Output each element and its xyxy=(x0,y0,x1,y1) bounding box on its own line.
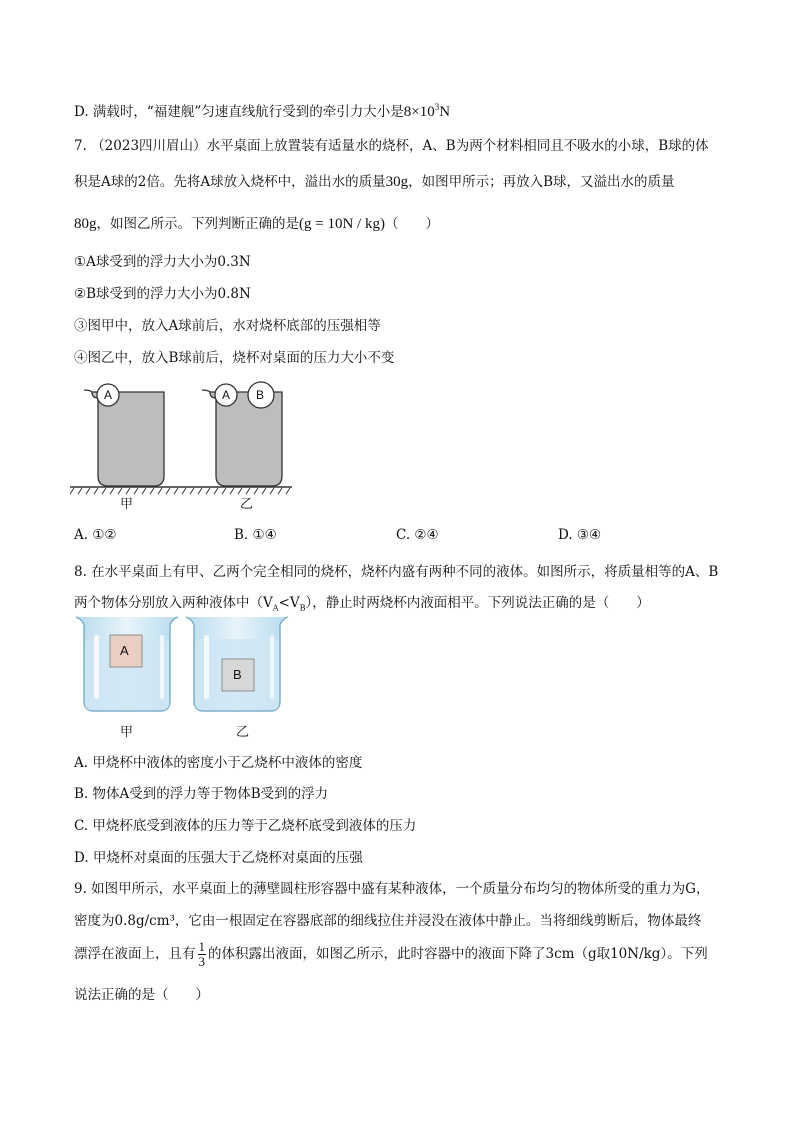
q9-line-3: 漂浮在液面上，且有 $\frac{1}{3}$ 的体积露出液面，如图乙所示，此时容器中的液面下降了3cm（g取10N/kg）。下列 xyxy=(74,939,708,969)
q8-line-2: 两个物体分别放入两种液体中$(V_A<V_B)$，静止时两烧杯内液面相平。下列说法正确的是（ ） xyxy=(74,595,650,613)
q7-statement-1: ①A球受到的浮力大小为0.3N xyxy=(74,254,251,270)
q7-caption-right: 乙 xyxy=(240,497,254,512)
q9-fraction: $\frac{1}{3}$ xyxy=(198,939,205,969)
q8-block-b-label: B xyxy=(233,667,242,682)
q8-caption-left: 甲 xyxy=(120,725,134,740)
q8-caption-right: 乙 xyxy=(236,725,250,740)
q7-option-a: A. ①② xyxy=(74,527,117,543)
q7-ball-b-label: B xyxy=(256,388,265,402)
q8-option-c: C. 甲烧杯底受到液体的压力等于乙烧杯底受到液体的压力 xyxy=(74,818,417,834)
q8-option-d: D. 甲烧杯对桌面的压强大于乙烧杯对桌面的压强 xyxy=(74,850,363,866)
q9-line-4: 说法正确的是（ ） xyxy=(74,987,209,1003)
q9-line-1: 9. 如图甲所示，水平桌面上的薄壁圆柱形容器中盛有某种液体，一个质量分布均匀的物体所受的重力为G， xyxy=(74,881,710,897)
q7-ball-a-label-left: A xyxy=(104,388,113,402)
q7-caption-left: 甲 xyxy=(120,497,134,512)
beaker-left xyxy=(84,390,164,486)
q6-option-d: D. 满载时，“福建舰”匀速直线航行受到的牵引力大小是$8\times 10^3N$ xyxy=(74,102,451,120)
q7-option-b: B. ①④ xyxy=(234,527,277,543)
q7-option-c: C. ②④ xyxy=(396,527,439,543)
q8-beaker-right xyxy=(186,617,288,711)
q7-statement-4: ④图乙中，放入B球前后，烧杯对桌面的压力大小不变 xyxy=(74,350,395,366)
q6-force-value: $8\times 10^3N$ xyxy=(403,102,451,120)
q8-option-a: A. 甲烧杯中液体的密度小于乙烧杯中液体的密度 xyxy=(74,755,363,771)
q7-line-3: 80g，如图乙所示。下列判断正确的是(g = 10N / kg)（ ） xyxy=(74,216,439,232)
q7-line-2: 积是A球的2倍。先将A球放入烧杯中，溢出水的质量30g，如图甲所示；再放入B球，又溢出水的质量 xyxy=(74,174,675,190)
q7-statement-2: ②B球受到的浮力大小为0.8N xyxy=(74,286,251,302)
q9-line-2: 密度为0.8g/cm³，它由一根固定在容器底部的细线拉住并浸没在液体中静止。当将细线剪断后，物体最终 xyxy=(74,913,702,929)
q7-ball-a-label-right: A xyxy=(222,388,231,402)
q8-beaker-left xyxy=(76,617,178,711)
q7-option-d: D. ③④ xyxy=(558,527,602,543)
q8-option-b: B. 物体A受到的浮力等于物体B受到的浮力 xyxy=(74,786,329,802)
q8-line-1: 8. 在水平桌面上有甲、乙两个完全相同的烧杯，烧杯内盛有两种不同的液体。如图所示，将质量相等的A、B xyxy=(74,564,719,580)
table-surface xyxy=(70,487,292,494)
q8-figure-beakers xyxy=(74,615,290,717)
q8-block-a-label: A xyxy=(120,643,129,658)
q7-line-1: 7. （2023四川眉山）水平桌面上放置装有适量水的烧杯，A、B为两个材料相同且不吸水的小球，B球的体 xyxy=(74,138,709,154)
q7-statement-3: ③图甲中，放入A球前后，水对烧杯底部的压强相等 xyxy=(74,318,381,334)
